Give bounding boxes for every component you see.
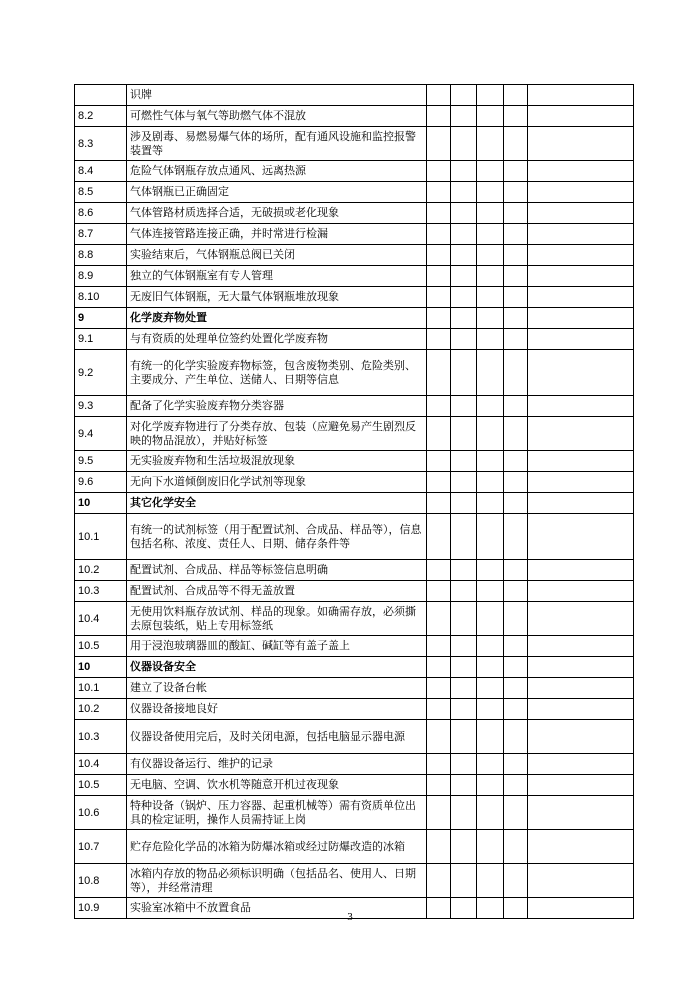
item-number: 8.7 [75, 224, 127, 245]
check-cell-2[interactable] [451, 245, 477, 266]
item-description: 与有资质的处理单位签约处置化学废弃物 [127, 329, 427, 350]
check-cell-4[interactable] [504, 308, 528, 329]
check-cell-3[interactable] [477, 514, 504, 560]
table-row [75, 754, 634, 775]
check-cell-1[interactable] [427, 754, 451, 775]
check-cell-2[interactable] [451, 830, 477, 864]
check-cell-3[interactable] [477, 775, 504, 796]
check-cell-3[interactable] [477, 602, 504, 636]
remarks-cell[interactable] [528, 127, 634, 161]
check-cell-2[interactable] [451, 417, 477, 451]
check-cell-3[interactable] [477, 796, 504, 830]
table-row [75, 203, 634, 224]
check-cell-4[interactable] [504, 493, 528, 514]
check-cell-1[interactable] [427, 85, 451, 106]
check-cell-4[interactable] [504, 864, 528, 898]
item-description: 仪器设备使用完后，及时关闭电源，包括电脑显示器电源 [127, 720, 427, 754]
check-cell-4[interactable] [504, 451, 528, 472]
check-cell-1[interactable] [427, 636, 451, 657]
item-description: 无电脑、空调、饮水机等随意开机过夜现象 [127, 775, 427, 796]
check-cell-2[interactable] [451, 864, 477, 898]
check-cell-4[interactable] [504, 287, 528, 308]
check-cell-3[interactable] [477, 417, 504, 451]
remarks-cell[interactable] [528, 678, 634, 699]
check-cell-3[interactable] [477, 245, 504, 266]
check-cell-2[interactable] [451, 636, 477, 657]
page-number: 3 [347, 911, 353, 923]
check-cell-4[interactable] [504, 754, 528, 775]
check-cell-4[interactable] [504, 796, 528, 830]
check-cell-1[interactable] [427, 657, 451, 678]
remarks-cell[interactable] [528, 417, 634, 451]
item-description: 用于浸泡玻璃器皿的酸缸、碱缸等有盖子盖上 [127, 636, 427, 657]
remarks-cell[interactable] [528, 514, 634, 560]
remarks-cell[interactable] [528, 657, 634, 678]
item-number: 10.9 [75, 898, 127, 919]
check-cell-2[interactable] [451, 350, 477, 396]
check-cell-1[interactable] [427, 830, 451, 864]
item-number: 10.1 [75, 514, 127, 560]
table-row [75, 287, 634, 308]
check-cell-3[interactable] [477, 754, 504, 775]
item-number: 10.6 [75, 796, 127, 830]
item-number: 8.6 [75, 203, 127, 224]
check-cell-4[interactable] [504, 417, 528, 451]
remarks-cell[interactable] [528, 396, 634, 417]
check-cell-2[interactable] [451, 106, 477, 127]
item-description: 冰箱内存放的物品必须标识明确（包括品名、使用人、日期等），并经常清理 [127, 864, 427, 898]
check-cell-4[interactable] [504, 581, 528, 602]
check-cell-1[interactable] [427, 106, 451, 127]
check-cell-4[interactable] [504, 699, 528, 720]
check-cell-2[interactable] [451, 657, 477, 678]
check-cell-1[interactable] [427, 350, 451, 396]
check-cell-3[interactable] [477, 720, 504, 754]
check-cell-4[interactable] [504, 182, 528, 203]
check-cell-3[interactable] [477, 182, 504, 203]
check-cell-4[interactable] [504, 560, 528, 581]
table-row [75, 266, 634, 287]
check-cell-3[interactable] [477, 472, 504, 493]
check-cell-2[interactable] [451, 287, 477, 308]
table-row [75, 581, 634, 602]
check-cell-1[interactable] [427, 775, 451, 796]
check-cell-1[interactable] [427, 493, 451, 514]
check-cell-2[interactable] [451, 472, 477, 493]
table-row [75, 678, 634, 699]
table-row [75, 85, 634, 106]
check-cell-3[interactable] [477, 657, 504, 678]
check-cell-1[interactable] [427, 266, 451, 287]
item-description: 危险气体钢瓶存放点通风、远离热源 [127, 161, 427, 182]
check-cell-4[interactable] [504, 396, 528, 417]
item-description: 有统一的化学实验废弃物标签，包含废物类别、危险类别、主要成分、产生单位、送储人、日期等信息 [127, 350, 427, 396]
table-row [75, 224, 634, 245]
item-number: 10.1 [75, 678, 127, 699]
remarks-cell[interactable] [528, 775, 634, 796]
table-row [75, 864, 634, 898]
check-cell-4[interactable] [504, 203, 528, 224]
item-description: 配备了化学实验废弃物分类容器 [127, 396, 427, 417]
check-cell-4[interactable] [504, 720, 528, 754]
check-cell-3[interactable] [477, 678, 504, 699]
check-cell-4[interactable] [504, 85, 528, 106]
remarks-cell[interactable] [528, 472, 634, 493]
check-cell-1[interactable] [427, 796, 451, 830]
item-number: 9.4 [75, 417, 127, 451]
table-row [75, 329, 634, 350]
item-description: 实验室冰箱中不放置食品 [127, 898, 427, 919]
check-cell-2[interactable] [451, 85, 477, 106]
check-cell-2[interactable] [451, 699, 477, 720]
check-cell-1[interactable] [427, 581, 451, 602]
table-row [75, 720, 634, 754]
check-cell-1[interactable] [427, 308, 451, 329]
check-cell-1[interactable] [427, 678, 451, 699]
item-description: 配置试剂、合成品、样品等标签信息明确 [127, 560, 427, 581]
item-description: 无实验废弃物和生活垃圾混放现象 [127, 451, 427, 472]
section-title: 其它化学安全 [127, 493, 427, 514]
item-number: 9.3 [75, 396, 127, 417]
remarks-cell[interactable] [528, 451, 634, 472]
check-cell-4[interactable] [504, 657, 528, 678]
check-cell-2[interactable] [451, 182, 477, 203]
check-cell-3[interactable] [477, 85, 504, 106]
item-number: 10.4 [75, 602, 127, 636]
item-number: 10 [75, 657, 127, 678]
check-cell-4[interactable] [504, 245, 528, 266]
table-row [75, 350, 634, 396]
table-row [75, 830, 634, 864]
check-cell-3[interactable] [477, 830, 504, 864]
table-row [75, 796, 634, 830]
table-row [75, 636, 634, 657]
item-description: 贮存危险化学品的冰箱为防爆冰箱或经过防爆改造的冰箱 [127, 830, 427, 864]
table-row [75, 245, 634, 266]
item-number: 10.4 [75, 754, 127, 775]
section-header-row [75, 493, 634, 514]
remarks-cell[interactable] [528, 602, 634, 636]
check-cell-2[interactable] [451, 514, 477, 560]
check-cell-1[interactable] [427, 699, 451, 720]
item-number: 9.5 [75, 451, 127, 472]
check-cell-2[interactable] [451, 602, 477, 636]
check-cell-1[interactable] [427, 720, 451, 754]
table-row [75, 560, 634, 581]
item-description: 建立了设备台帐 [127, 678, 427, 699]
check-cell-2[interactable] [451, 775, 477, 796]
remarks-cell[interactable] [528, 636, 634, 657]
item-number: 9.6 [75, 472, 127, 493]
check-cell-2[interactable] [451, 678, 477, 699]
check-cell-3[interactable] [477, 864, 504, 898]
section-header-row [75, 657, 634, 678]
remarks-cell[interactable] [528, 224, 634, 245]
item-description: 配置试剂、合成品等不得无盖放置 [127, 581, 427, 602]
remarks-cell[interactable] [528, 182, 634, 203]
check-cell-1[interactable] [427, 396, 451, 417]
remarks-cell[interactable] [528, 830, 634, 864]
item-description: 对化学废弃物进行了分类存放、包装（应避免易产生剧烈反映的物品混放），并贴好标签 [127, 417, 427, 451]
item-description: 无向下水道倾倒废旧化学试剂等现象 [127, 472, 427, 493]
check-cell-4[interactable] [504, 678, 528, 699]
remarks-cell[interactable] [528, 560, 634, 581]
check-cell-2[interactable] [451, 203, 477, 224]
check-cell-2[interactable] [451, 329, 477, 350]
item-description: 气体管路材质选择合适，无破损或老化现象 [127, 203, 427, 224]
check-cell-3[interactable] [477, 493, 504, 514]
item-number: 8.9 [75, 266, 127, 287]
item-number: 10.2 [75, 560, 127, 581]
table-row [75, 775, 634, 796]
check-cell-2[interactable] [451, 720, 477, 754]
remarks-cell[interactable] [528, 581, 634, 602]
table-row [75, 106, 634, 127]
check-cell-1[interactable] [427, 127, 451, 161]
item-number: 8.4 [75, 161, 127, 182]
check-cell-2[interactable] [451, 451, 477, 472]
section-title: 仪器设备安全 [127, 657, 427, 678]
check-cell-4[interactable] [504, 106, 528, 127]
check-cell-3[interactable] [477, 636, 504, 657]
remarks-cell[interactable] [528, 287, 634, 308]
remarks-cell[interactable] [528, 720, 634, 754]
item-number: 8.3 [75, 127, 127, 161]
check-cell-1[interactable] [427, 182, 451, 203]
section-header-row [75, 308, 634, 329]
remarks-cell[interactable] [528, 245, 634, 266]
check-cell-4[interactable] [504, 514, 528, 560]
check-cell-4[interactable] [504, 636, 528, 657]
remarks-cell[interactable] [528, 796, 634, 830]
item-description: 无使用饮料瓶存放试剂、样品的现象。如确需存放，必须撕去原包装纸，贴上专用标签纸 [127, 602, 427, 636]
check-cell-1[interactable] [427, 451, 451, 472]
check-cell-1[interactable] [427, 417, 451, 451]
check-cell-4[interactable] [504, 329, 528, 350]
check-cell-1[interactable] [427, 602, 451, 636]
check-cell-4[interactable] [504, 830, 528, 864]
item-description: 可燃性气体与氧气等助燃气体不混放 [127, 106, 427, 127]
check-cell-3[interactable] [477, 161, 504, 182]
remarks-cell[interactable] [528, 754, 634, 775]
check-cell-1[interactable] [427, 203, 451, 224]
item-description: 气体连接管路连接正确，并时常进行检漏 [127, 224, 427, 245]
table-row [75, 127, 634, 161]
item-description: 有仪器设备运行、维护的记录 [127, 754, 427, 775]
check-cell-1[interactable] [427, 161, 451, 182]
check-cell-2[interactable] [451, 560, 477, 581]
check-cell-3[interactable] [477, 224, 504, 245]
table-row [75, 451, 634, 472]
table-row [75, 417, 634, 451]
item-description: 识牌 [127, 85, 427, 106]
check-cell-3[interactable] [477, 203, 504, 224]
item-number: 8.5 [75, 182, 127, 203]
check-cell-3[interactable] [477, 127, 504, 161]
item-number: 10.3 [75, 581, 127, 602]
item-number [75, 85, 127, 106]
remarks-cell[interactable] [528, 350, 634, 396]
item-number: 10.2 [75, 699, 127, 720]
check-cell-2[interactable] [451, 224, 477, 245]
check-cell-4[interactable] [504, 224, 528, 245]
check-cell-4[interactable] [504, 602, 528, 636]
remarks-cell[interactable] [528, 266, 634, 287]
check-cell-3[interactable] [477, 699, 504, 720]
check-cell-2[interactable] [451, 266, 477, 287]
item-description: 气体钢瓶已正确固定 [127, 182, 427, 203]
remarks-cell[interactable] [528, 106, 634, 127]
item-description: 无废旧气体钢瓶，无大量气体钢瓶堆放现象 [127, 287, 427, 308]
item-description: 有统一的试剂标签（用于配置试剂、合成品、样品等），信息包括名称、浓度、责任人、日期、储存条件等 [127, 514, 427, 560]
table-row [75, 699, 634, 720]
item-description: 涉及剧毒、易燃易爆气体的场所，配有通风设施和监控报警装置等 [127, 127, 427, 161]
check-cell-2[interactable] [451, 796, 477, 830]
check-cell-1[interactable] [427, 329, 451, 350]
table-row [75, 396, 634, 417]
check-cell-3[interactable] [477, 308, 504, 329]
check-cell-2[interactable] [451, 161, 477, 182]
remarks-cell[interactable] [528, 85, 634, 106]
item-number: 9 [75, 308, 127, 329]
item-description: 特种设备（锅炉、压力容器、起重机械等）需有资质单位出具的检定证明，操作人员需持证上岗 [127, 796, 427, 830]
check-cell-2[interactable] [451, 581, 477, 602]
check-cell-3[interactable] [477, 451, 504, 472]
item-description: 仪器设备接地良好 [127, 699, 427, 720]
check-cell-1[interactable] [427, 245, 451, 266]
check-cell-3[interactable] [477, 350, 504, 396]
item-number: 10 [75, 493, 127, 514]
item-number: 10.7 [75, 830, 127, 864]
remarks-cell[interactable] [528, 493, 634, 514]
check-cell-4[interactable] [504, 350, 528, 396]
check-cell-1[interactable] [427, 224, 451, 245]
item-number: 8.8 [75, 245, 127, 266]
check-cell-4[interactable] [504, 775, 528, 796]
table-row [75, 514, 634, 560]
item-number: 10.5 [75, 636, 127, 657]
check-cell-2[interactable] [451, 754, 477, 775]
section-title: 化学废弃物处置 [127, 308, 427, 329]
item-number: 8.2 [75, 106, 127, 127]
check-cell-1[interactable] [427, 864, 451, 898]
remarks-cell[interactable] [528, 329, 634, 350]
item-number: 8.10 [75, 287, 127, 308]
check-cell-4[interactable] [504, 127, 528, 161]
check-cell-3[interactable] [477, 396, 504, 417]
remarks-cell[interactable] [528, 864, 634, 898]
item-number: 9.1 [75, 329, 127, 350]
check-cell-3[interactable] [477, 581, 504, 602]
check-cell-3[interactable] [477, 287, 504, 308]
item-description: 独立的气体钢瓶室有专人管理 [127, 266, 427, 287]
item-number: 10.8 [75, 864, 127, 898]
item-number: 10.5 [75, 775, 127, 796]
item-number: 10.3 [75, 720, 127, 754]
remarks-cell[interactable] [528, 699, 634, 720]
check-cell-4[interactable] [504, 472, 528, 493]
check-cell-4[interactable] [504, 161, 528, 182]
table-row [75, 472, 634, 493]
remarks-cell[interactable] [528, 161, 634, 182]
check-cell-2[interactable] [451, 308, 477, 329]
check-cell-3[interactable] [477, 329, 504, 350]
item-description: 实验结束后，气体钢瓶总阀已关闭 [127, 245, 427, 266]
item-number: 9.2 [75, 350, 127, 396]
check-cell-3[interactable] [477, 106, 504, 127]
safety-checklist-table [74, 84, 634, 919]
remarks-cell[interactable] [528, 203, 634, 224]
table-row [75, 602, 634, 636]
remarks-cell[interactable] [528, 308, 634, 329]
check-cell-3[interactable] [477, 266, 504, 287]
table-row [75, 182, 634, 203]
check-cell-4[interactable] [504, 266, 528, 287]
check-cell-2[interactable] [451, 127, 477, 161]
check-cell-1[interactable] [427, 472, 451, 493]
check-cell-1[interactable] [427, 514, 451, 560]
check-cell-1[interactable] [427, 560, 451, 581]
check-cell-2[interactable] [451, 396, 477, 417]
check-cell-3[interactable] [477, 560, 504, 581]
table-row [75, 161, 634, 182]
check-cell-2[interactable] [451, 493, 477, 514]
check-cell-1[interactable] [427, 287, 451, 308]
